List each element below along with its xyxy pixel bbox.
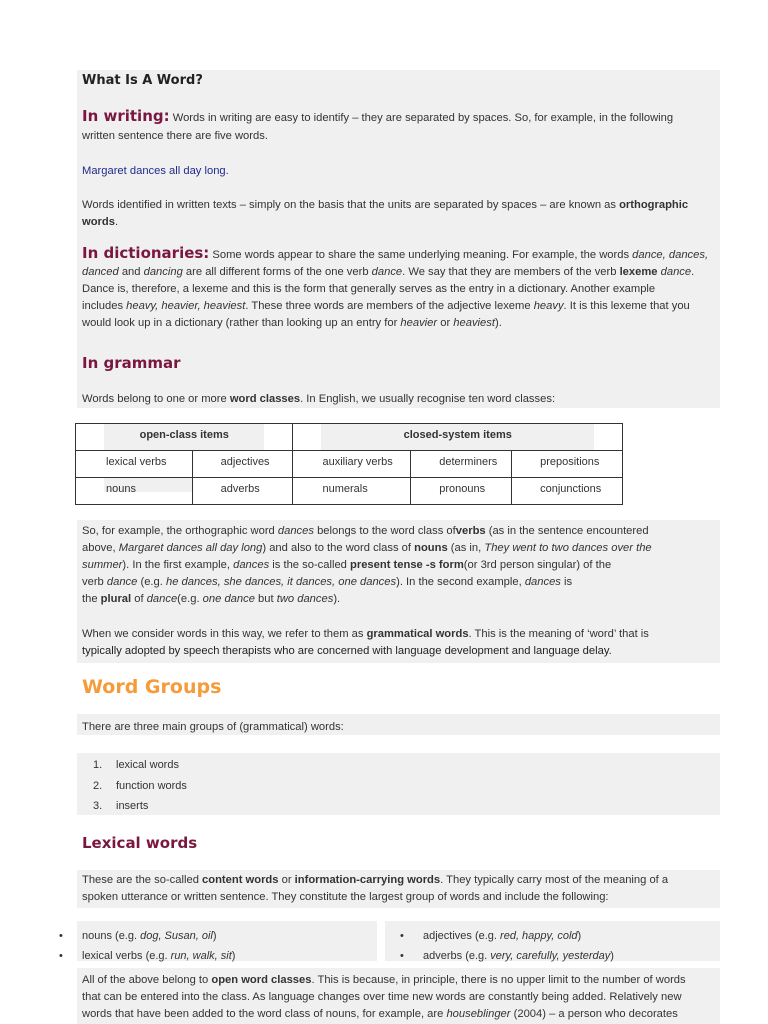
- word-groups-heading: Word Groups: [82, 676, 222, 698]
- table-cell: conjunctions: [540, 483, 602, 495]
- dictionaries-section: In dictionaries: Some words appear to share the same underlying meaning. For example, the words dance, dances, danced and dancing are all different forms of the one verb dance. We say that they are members of the verb lexeme dance. Dance is, therefore, a lexeme and this is the form that generally serves as the entry in a dictionary. Another example includes heavy, heavier, heaviest. These three words are members of the adjective lexeme heavy. It is this lexeme that you would look up in a dictionary (rather than looking up an entry for heavier or heaviest).: [82, 244, 709, 329]
- dictionaries-heading: In dictionaries:: [82, 244, 210, 262]
- table-cell: nouns: [106, 483, 136, 495]
- word-groups-intro: There are three main groups of (grammatical) words:: [82, 721, 344, 733]
- lexical-words-heading: Lexical words: [82, 834, 198, 852]
- page-title: What Is A Word?: [82, 73, 203, 88]
- writing-section: [82, 108, 722, 145]
- grammatical-para: When we consider words in this way, we refer to them as grammatical words. This is the meaning of ‘word’ that is typically adopted by speech therapists who are concerned with language development and language delay.: [82, 628, 649, 657]
- list-item: • adverbs (e.g. very, carefully, yesterday): [400, 950, 614, 962]
- list-item: • lexical verbs (e.g. run, walk, sit): [59, 950, 236, 962]
- grammar-intro: Words belong to one or more word classes. In English, we usually recognise ten word classes:: [82, 393, 556, 405]
- list-item: 2. function words: [93, 779, 187, 792]
- bullet-list-left: [59, 926, 235, 966]
- list-item: • adjectives (e.g. red, happy, cold): [400, 930, 582, 942]
- grammar-heading: In grammar: [82, 354, 181, 372]
- writing-text-2: written sentence there are five words.: [82, 130, 268, 142]
- word-groups-list: [93, 759, 187, 821]
- table-cell: adjectives: [220, 456, 270, 468]
- table-row: [76, 478, 623, 505]
- word-classes-table: [75, 423, 623, 505]
- table-cell: determiners: [439, 456, 498, 468]
- table-cell: numerals: [322, 483, 368, 495]
- table-cell: pronouns: [439, 483, 486, 495]
- example-sentence: Margaret dances all day long.: [82, 165, 229, 177]
- list-item: • nouns (e.g. dog, Susan, oil): [59, 930, 217, 942]
- table-cell: auxiliary verbs: [322, 456, 393, 468]
- list-item: 1. lexical words: [93, 759, 179, 771]
- table-cell: lexical verbs: [106, 456, 167, 468]
- writing-text-1: Words in writing are easy to identify – they are separated by spaces. So, for example, in the following: [172, 112, 674, 124]
- open-classes-para: All of the above belong to open word classes. This is because, in principle, there is no upper limit to the number of words that can be entered into the class. As language changes over time new words are constantly being added. Relatively new words that have been added to the word class of nouns, for example, are houseblinger (2004) – a person who decorates: [82, 974, 686, 1020]
- table-header-closed: closed-system items: [403, 429, 512, 441]
- bullet-list-right: [400, 926, 614, 966]
- table-cell: adverbs: [220, 483, 260, 495]
- writing-heading: In writing:: [82, 107, 170, 125]
- lexical-words-para: These are the so-called content words or information-carrying words. They typically carry most of the meaning of a spoken utterance or written sentence. They constitute the largest group of words and include the following:: [82, 874, 669, 903]
- table-cell: prepositions: [540, 456, 600, 468]
- table-header-open: open-class items: [139, 429, 229, 441]
- table-header-row: [76, 424, 623, 451]
- orthographic-para: Words identified in written texts – simply on the basis that the units are separated by spaces – are known as orthographic words.: [82, 199, 689, 228]
- list-item: 3. inserts: [93, 800, 149, 812]
- table-row: [76, 451, 623, 478]
- dances-para: So, for example, the orthographic word dances belongs to the word class ofverbs (as in the sentence encountered above, Margaret dances all day long) and also to the word class of nouns (as in, They went to two dances over the summer). In the first example, dances is the so-called present tense -s form(or 3rd person singular) of the verb dance (e.g. he dances, she dances, it dances, one dances). In the second example, dances is the plural of dance(e.g. one dance but two dances).: [82, 525, 652, 605]
